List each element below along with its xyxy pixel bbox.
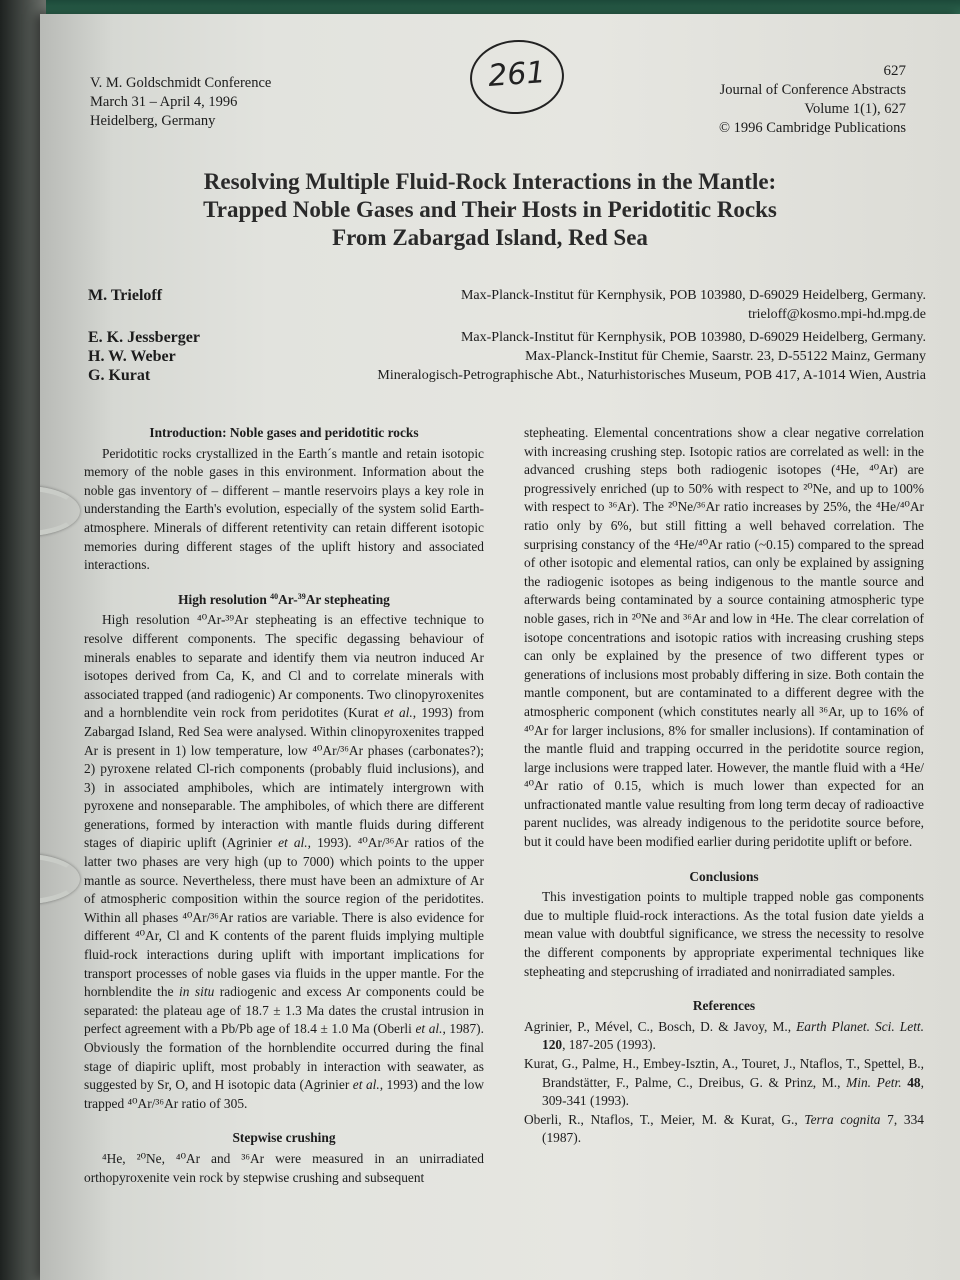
author-affiliation: Mineralogisch-Petrographische Abt., Naturhistorisches Museum, POB 417, A-1014 Wien, Austria bbox=[377, 368, 926, 383]
author-name: G. Kurat bbox=[88, 367, 151, 384]
section-heading-introduction: Introduction: Noble gases and peridotitic rocks bbox=[149, 425, 419, 440]
journal-header bbox=[719, 62, 906, 138]
section-heading-stepwise-crushing: Stepwise crushing bbox=[232, 1130, 336, 1146]
author-name: M. Trieloff bbox=[88, 287, 163, 304]
reference-list bbox=[524, 1018, 924, 1148]
conference-dates: March 31 – April 4, 1996 bbox=[90, 94, 238, 110]
reference-item: Agrinier, P., Mével, C., Bosch, D. & Javoy, M., Earth Planet. Sci. Lett. 120, 187-205 (1993). bbox=[524, 1018, 924, 1053]
handwritten-archive-number: 261 bbox=[468, 37, 567, 117]
left-column bbox=[84, 424, 484, 1187]
author-list bbox=[88, 286, 926, 385]
author-name: H. W. Weber bbox=[88, 348, 176, 365]
journal-name: Journal of Conference Abstracts bbox=[719, 82, 906, 98]
binder-ring-lower bbox=[40, 854, 80, 904]
title-line: From Zabargad Island, Red Sea bbox=[332, 225, 648, 250]
reference-item: Kurat, G., Palme, H., Embey-Isztin, A., Touret, J., Ntaflos, T., Spettel, B., Brandstätter, F., Palme, C., Dreibus, G. & Prinz, M., Min. Petr. 48, 309-341 (1993). bbox=[524, 1056, 924, 1109]
author-row bbox=[88, 347, 926, 366]
title-line: Trapped Noble Gases and Their Hosts in Peridotitic Rocks bbox=[203, 197, 777, 222]
author-affiliation: Max-Planck-Institut für Chemie, Saarstr. 23, D-55122 Mainz, Germany bbox=[525, 349, 926, 364]
section-heading-stepheating: High resolution $^{40}$Ar-$^{39}$Ar stepheating bbox=[178, 591, 390, 607]
crushing-paragraph-continued: stepheating. Elemental concentrations show a clear negative correlation with increasing crushing step. Isotopic ratios are correlated as well: in the advanced crushing steps both radiogenic isotopes (⁴He, ⁴⁰Ar) are progressively enriched (up to 50% with respect to ²⁰Ne, and up to 100% with respect to ³⁶Ar). The ²⁰Ne/³⁶Ar ratio increases by 25%, the ⁴He/⁴⁰Ar ratio only by 6%, but still fitting a well behaved correlation. The surprising constancy of the ⁴He/⁴⁰Ar ratio (~0.15) compared to the spread of other isotopic and elemental ratios, can only be explained by assigning the radiogenic isotopes as being indigenous to the mantle source and afterwards being contaminated by a source containing atmospheric type noble gases, rich in ²⁰Ne and ³⁶Ar and low in ⁴He. The clear correlation of isotope concentrations and isotopic ratios with increasing crushing steps can only be explained by the presence of two different types or generations of inclusions most probably differing in size. Both contain the mantle component, but are contaminated to a different degree with the atmospheric component (which constitutes nearly all ³⁶Ar, up to 16% of ⁴⁰Ar for larger inclusions, 8% for smaller inclusions). If contamination of the mantle fluid and trapping occurred in the peridotite source region, large inclusions were trapped later. However, the mantle fluid with a ⁴He/⁴⁰Ar ratio of 0.15, which is much lower than expected for an unfractionated mantle value resulting from long term decay of radioactive parent nuclides, was already indigenous to the peridotite source before, but it could have been modified earlier during peridotite uplift or before. bbox=[524, 425, 924, 850]
paper-title bbox=[90, 168, 890, 252]
author-row bbox=[88, 328, 926, 347]
introduction-paragraph: Peridotitic rocks crystallized in the Earth´s mantle and retain isotopic memory of the noble gases in this environment. Information about the noble gas inventory of – different – mantle reservoirs plays a key role in understanding the Earth's evolution, especially of the system solid Earth-atmosphere. Minerals of different retentivity can retain different isotopic memories during different stages of the uplift history and associated interactions. bbox=[84, 445, 484, 573]
author-email: trieloff@kosmo.mpi-hd.mpg.de bbox=[748, 307, 926, 322]
author-affiliation: Max-Planck-Institut für Kernphysik, POB 103980, D-69029 Heidelberg, Germany. bbox=[460, 330, 926, 345]
conference-location: Heidelberg, Germany bbox=[90, 113, 216, 129]
stepheating-paragraph: High resolution ⁴⁰Ar-³⁹Ar stepheating is an effective technique to resolve different components. The specific degassing behaviour of minerals enables to separate and identify them via neutron induced Ar isotopes derived from Ca, K, and Cl and to correlate minerals with associated trapped (and radiogenic) Ar components. Two clinopyroxenites and a hornblendite vein rock from peridotites (Kurat et al., 1993) from Zabargad Island, Red Sea were analysed. Within clinopyroxenites trapped Ar is present in 1) low temperature, low ⁴⁰Ar/³⁶Ar phases (carbonates?); 2) pyroxene related Cl-rich components (probably fluid inclusions), and 3) in associated amphiboles, which are intimately intergrown with pyroxene and nonseparable. The amphiboles, of which there are different generations, formed by interaction with mantle fluids during different stages of diapiric uplift (Agrinier et al., 1993). ⁴⁰Ar/³⁶Ar ratios of the latter two phases are very high (up to 7000) which points to the upper mantle as source. Nevertheless, there must have been an admixture of Ar of atmospheric composition within the source region of the peridotites. Within all phases ⁴⁰Ar/³⁶Ar ratios are variable. There is also evidence for different ⁴⁰Ar, Cl and K contents of the parent fluids implying multiple fluid-rock interactions during uplift with important implications for transport processes of noble gases via fluids in the upper mantle. For the hornblendite the in situ radiogenic and excess Ar components could be separated: the plateau age of 18.7 ± 1.3 Ma dates the crustal intrusion in perfect agreement with a Pb/Pb age of 18.4 ± 1.0 Ma (Oberli et al., 1987). Obviously the formation of the hornblendite occurred during the final stage of diapiric uplift, most probably in interaction with seawater, as suggested by Sr, O, and H isotopic data (Agrinier et al., 1993) and the low trapped ⁴⁰Ar/³⁶Ar ratio of 305. bbox=[84, 612, 485, 1111]
title-line: Resolving Multiple Fluid-Rock Interactions in the Mantle: bbox=[203, 169, 777, 194]
journal-copyright: © 1996 Cambridge Publications bbox=[718, 120, 906, 136]
crushing-paragraph-start: ⁴He, ²⁰Ne, ⁴⁰Ar and ³⁶Ar were measured in an unirradiated orthopyroxenite vein rock by stepwise crushing and subsequent bbox=[84, 1150, 484, 1185]
journal-volume: Volume 1(1), 627 bbox=[804, 101, 906, 117]
author-row bbox=[88, 366, 926, 385]
conference-header bbox=[90, 74, 271, 131]
conference-name: V. M. Goldschmidt Conference bbox=[90, 75, 272, 91]
document-page bbox=[40, 14, 960, 1280]
right-column bbox=[524, 424, 924, 1148]
author-name: E. K. Jessberger bbox=[88, 329, 200, 346]
author-row bbox=[88, 286, 926, 305]
author-affiliation: Max-Planck-Institut für Kernphysik, POB 103980, D-69029 Heidelberg, Germany. bbox=[460, 288, 926, 303]
conclusions-paragraph: This investigation points to multiple trapped noble gas components due to multiple fluid-rock interactions. As the total fusion date yields a mean value with doubtful significance, we stress the necessity to resolve the different components by appropriate experimental techniques like stepheating and stepcrushing of irradiated and nonirradiated samples. bbox=[524, 889, 924, 979]
section-heading-references: References bbox=[692, 998, 756, 1014]
reference-item: Oberli, R., Ntaflos, T., Meier, M. & Kurat, G., Terra cognita 7, 334 (1987). bbox=[524, 1111, 925, 1146]
binder-ring-upper bbox=[40, 486, 80, 536]
section-heading-conclusions: Conclusions bbox=[689, 868, 759, 884]
page-number: 627 bbox=[883, 63, 906, 79]
